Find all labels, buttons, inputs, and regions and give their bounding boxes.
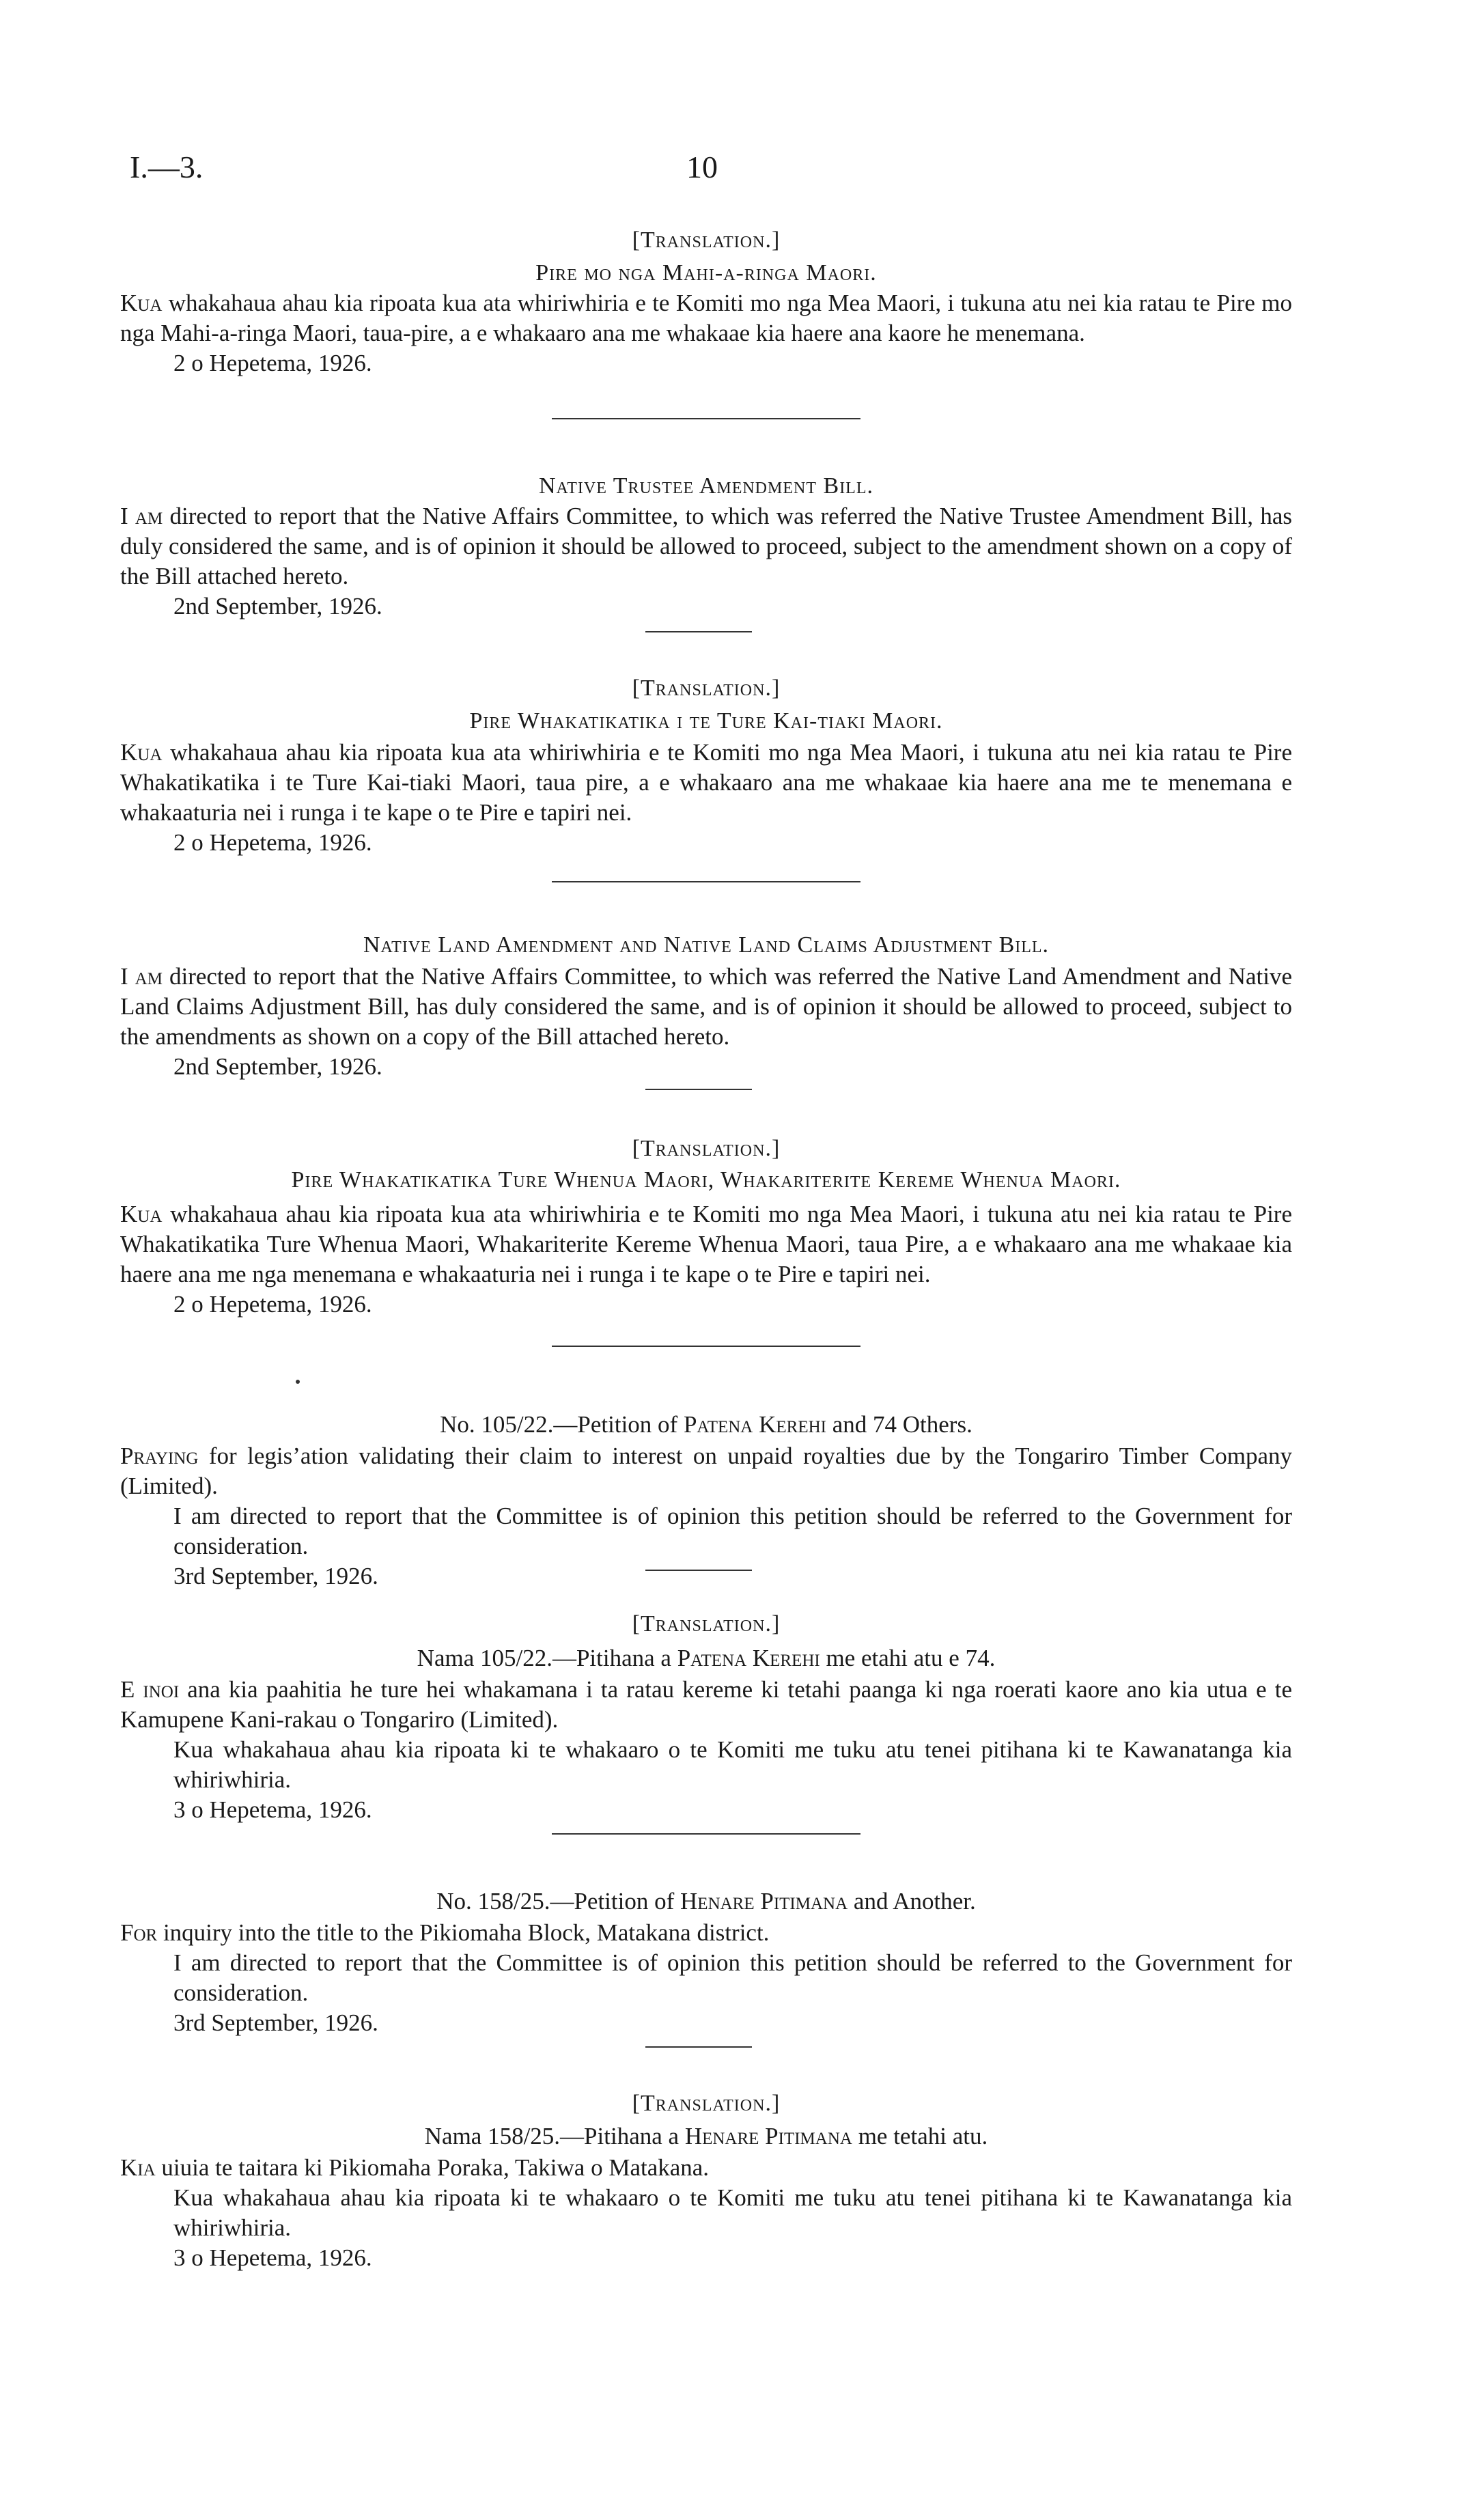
date-line: 3 o Hepetema, 1926. bbox=[173, 1796, 372, 1823]
document-reference: I.—3. bbox=[130, 150, 204, 184]
title-text: No. 158/25.—Petition of bbox=[436, 1888, 681, 1914]
date-line: 2 o Hepetema, 1926. bbox=[173, 829, 372, 856]
section-title bbox=[120, 2121, 1292, 2151]
title-text: Nama 105/22.—Pitihana a bbox=[417, 1645, 677, 1671]
lead-word: For bbox=[120, 1919, 158, 1946]
section-body bbox=[120, 962, 1292, 1082]
title-text: Nama 158/25.—Pitihana a bbox=[424, 2123, 685, 2149]
date-line: 2nd September, 1926. bbox=[173, 1053, 382, 1080]
paragraph-text: uiuia te taitara ki Pikiomaha Poraka, Takiwa o Matakana. bbox=[155, 2154, 710, 2181]
section-divider bbox=[552, 881, 860, 882]
paragraph-text: I am directed to report that the Committee is of opinion this petition should be referred to the Government for consideration. bbox=[173, 1503, 1292, 1559]
short-divider bbox=[645, 1089, 752, 1090]
page-number: 10 bbox=[686, 150, 718, 184]
section-title: Pire Whakatikatika i te Ture Kai-tiaki Maori. bbox=[469, 708, 943, 734]
paragraph-text: for legis’ation validating their claim to interest on unpaid royalties due by the Tongariro Timber Company (Limited). bbox=[120, 1443, 1292, 1499]
petitioner-name: Henare Pitimana bbox=[684, 2123, 852, 2149]
lead-word: Kua bbox=[120, 739, 163, 766]
section-title: Pire mo nga Mahi-a-ringa Maori. bbox=[535, 260, 877, 285]
section-body bbox=[120, 1199, 1292, 1320]
section-body bbox=[120, 2153, 1292, 2273]
date-line: 2 o Hepetema, 1926. bbox=[173, 1291, 372, 1318]
paragraph-text: whakahaua ahau kia ripoata kua ata whiriwhiria e te Komiti mo nga Mea Maori, i tukuna atu nei kia ratau te Pire mo nga Mahi-a-ringa Maori, taua-pire, a e whakaaro ana me whakaae kia haere ana kaore he menemana. bbox=[120, 290, 1292, 346]
section-body bbox=[120, 501, 1292, 622]
lead-word: Praying bbox=[120, 1443, 199, 1469]
short-divider bbox=[645, 1570, 752, 1571]
date-line: 3rd September, 1926. bbox=[173, 1563, 378, 1589]
section-body bbox=[120, 288, 1292, 378]
title-text: No. 105/22.—Petition of bbox=[440, 1411, 684, 1438]
paragraph-text: ana kia paahitia he ture hei whakamana i ta ratau kereme ki tetahi paanga ki nga roerati kaore ano kia utua e te Kamupene Kani-rakau o Tongariro (Limited). bbox=[120, 1676, 1293, 1733]
translation-tag: [Translation.] bbox=[632, 2091, 781, 2116]
section-title: Native Land Amendment and Native Land Claims Adjustment Bill. bbox=[363, 932, 1050, 958]
paragraph-text: inquiry into the title to the Pikiomaha Block, Matakana district. bbox=[157, 1919, 770, 1946]
title-text: and 74 Others. bbox=[826, 1411, 972, 1438]
section-title bbox=[120, 1886, 1292, 1917]
short-divider bbox=[645, 2046, 752, 2048]
translation-tag: [Translation.] bbox=[632, 1611, 781, 1637]
paragraph-text: whakahaua ahau kia ripoata kua ata whiriwhiria e te Komiti mo nga Mea Maori, i tukuna atu nei kia ratau te Pire Whakatikatika i te Ture Kai-tiaki Maori, taua pire, a e whakaaro ana me whakaae kia haere ana me te menemana e whakaaturia nei i runga i te kape o te Pire e tapiri nei. bbox=[120, 739, 1292, 826]
section-title bbox=[120, 1643, 1292, 1673]
translation-tag: [Translation.] bbox=[632, 1136, 781, 1161]
paragraph-text: I am directed to report that the Committee is of opinion this petition should be referred to the Government for consideration. bbox=[173, 1949, 1292, 2006]
section-divider bbox=[552, 1346, 860, 1347]
lead-word: Kua bbox=[120, 1201, 163, 1227]
section-title: Native Trustee Amendment Bill. bbox=[538, 473, 874, 499]
section-body bbox=[120, 1918, 1292, 2038]
section-title: Pire Whakatikatika Ture Whenua Maori, Whakariterite Kereme Whenua Maori. bbox=[291, 1167, 1121, 1193]
short-divider bbox=[645, 631, 752, 632]
paragraph-text: directed to report that the Native Affairs Committee, to which was referred the Native Land Amendment and Native Land Claims Adjustment Bill, has duly considered the same, and is of opinion it should be allowed to proceed, subject to the amendments as shown on a copy of the Bill attached hereto. bbox=[120, 963, 1292, 1050]
section-body bbox=[120, 1441, 1292, 1591]
lead-word: E inoi bbox=[120, 1676, 180, 1703]
petitioner-name: Patena Kerehi bbox=[677, 1645, 820, 1671]
date-line: 3 o Hepetema, 1926. bbox=[173, 2244, 372, 2271]
date-line: 3rd September, 1926. bbox=[173, 2009, 378, 2036]
title-text: me etahi atu e 74. bbox=[820, 1645, 996, 1671]
paragraph-text: Kua whakahaua ahau kia ripoata ki te whakaaro o te Komiti me tuku atu tenei pitihana ki te Kawanatanga kia whiriwhiria. bbox=[173, 2184, 1292, 2241]
section-divider bbox=[552, 418, 860, 419]
petitioner-name: Patena Kerehi bbox=[683, 1411, 826, 1438]
lead-word: I am bbox=[120, 503, 163, 529]
paragraph-text: directed to report that the Native Affairs Committee, to which was referred the Native Trustee Amendment Bill, has duly considered the same, and is of opinion it should be allowed to proceed, subject to the amendment shown on a copy of the Bill attached hereto. bbox=[120, 503, 1292, 589]
title-text: me tetahi atu. bbox=[852, 2123, 988, 2149]
translation-tag: [Translation.] bbox=[632, 676, 781, 701]
date-line: 2nd September, 1926. bbox=[173, 593, 382, 619]
lead-word: I am bbox=[120, 963, 163, 990]
lead-word: Kia bbox=[120, 2154, 156, 2181]
translation-tag: [Translation.] bbox=[632, 227, 781, 253]
section-body bbox=[120, 1675, 1292, 1825]
section-divider bbox=[552, 1833, 860, 1835]
section-title bbox=[120, 1410, 1292, 1440]
petitioner-name: Henare Pitimana bbox=[680, 1888, 848, 1914]
paragraph-text: Kua whakahaua ahau kia ripoata ki te whakaaro o te Komiti me tuku atu tenei pitihana ki te Kawanatanga kia whiriwhiria. bbox=[173, 1736, 1292, 1793]
title-text: and Another. bbox=[848, 1888, 976, 1914]
print-speck bbox=[296, 1380, 300, 1384]
lead-word: Kua bbox=[120, 290, 163, 316]
paragraph-text: whakahaua ahau kia ripoata kua ata whiriwhiria e te Komiti mo nga Mea Maori, i tukuna atu nei kia ratau te Pire Whakatikatika Ture Whenua Maori, Whakariterite Kereme Whenua Maori, taua Pire, a e whakaaro ana me whakaae kia haere ana me nga menemana e whakaaturia nei i runga i te kape o te Pire e tapiri nei. bbox=[120, 1201, 1292, 1287]
section-body bbox=[120, 738, 1292, 858]
date-line: 2 o Hepetema, 1926. bbox=[173, 350, 372, 376]
